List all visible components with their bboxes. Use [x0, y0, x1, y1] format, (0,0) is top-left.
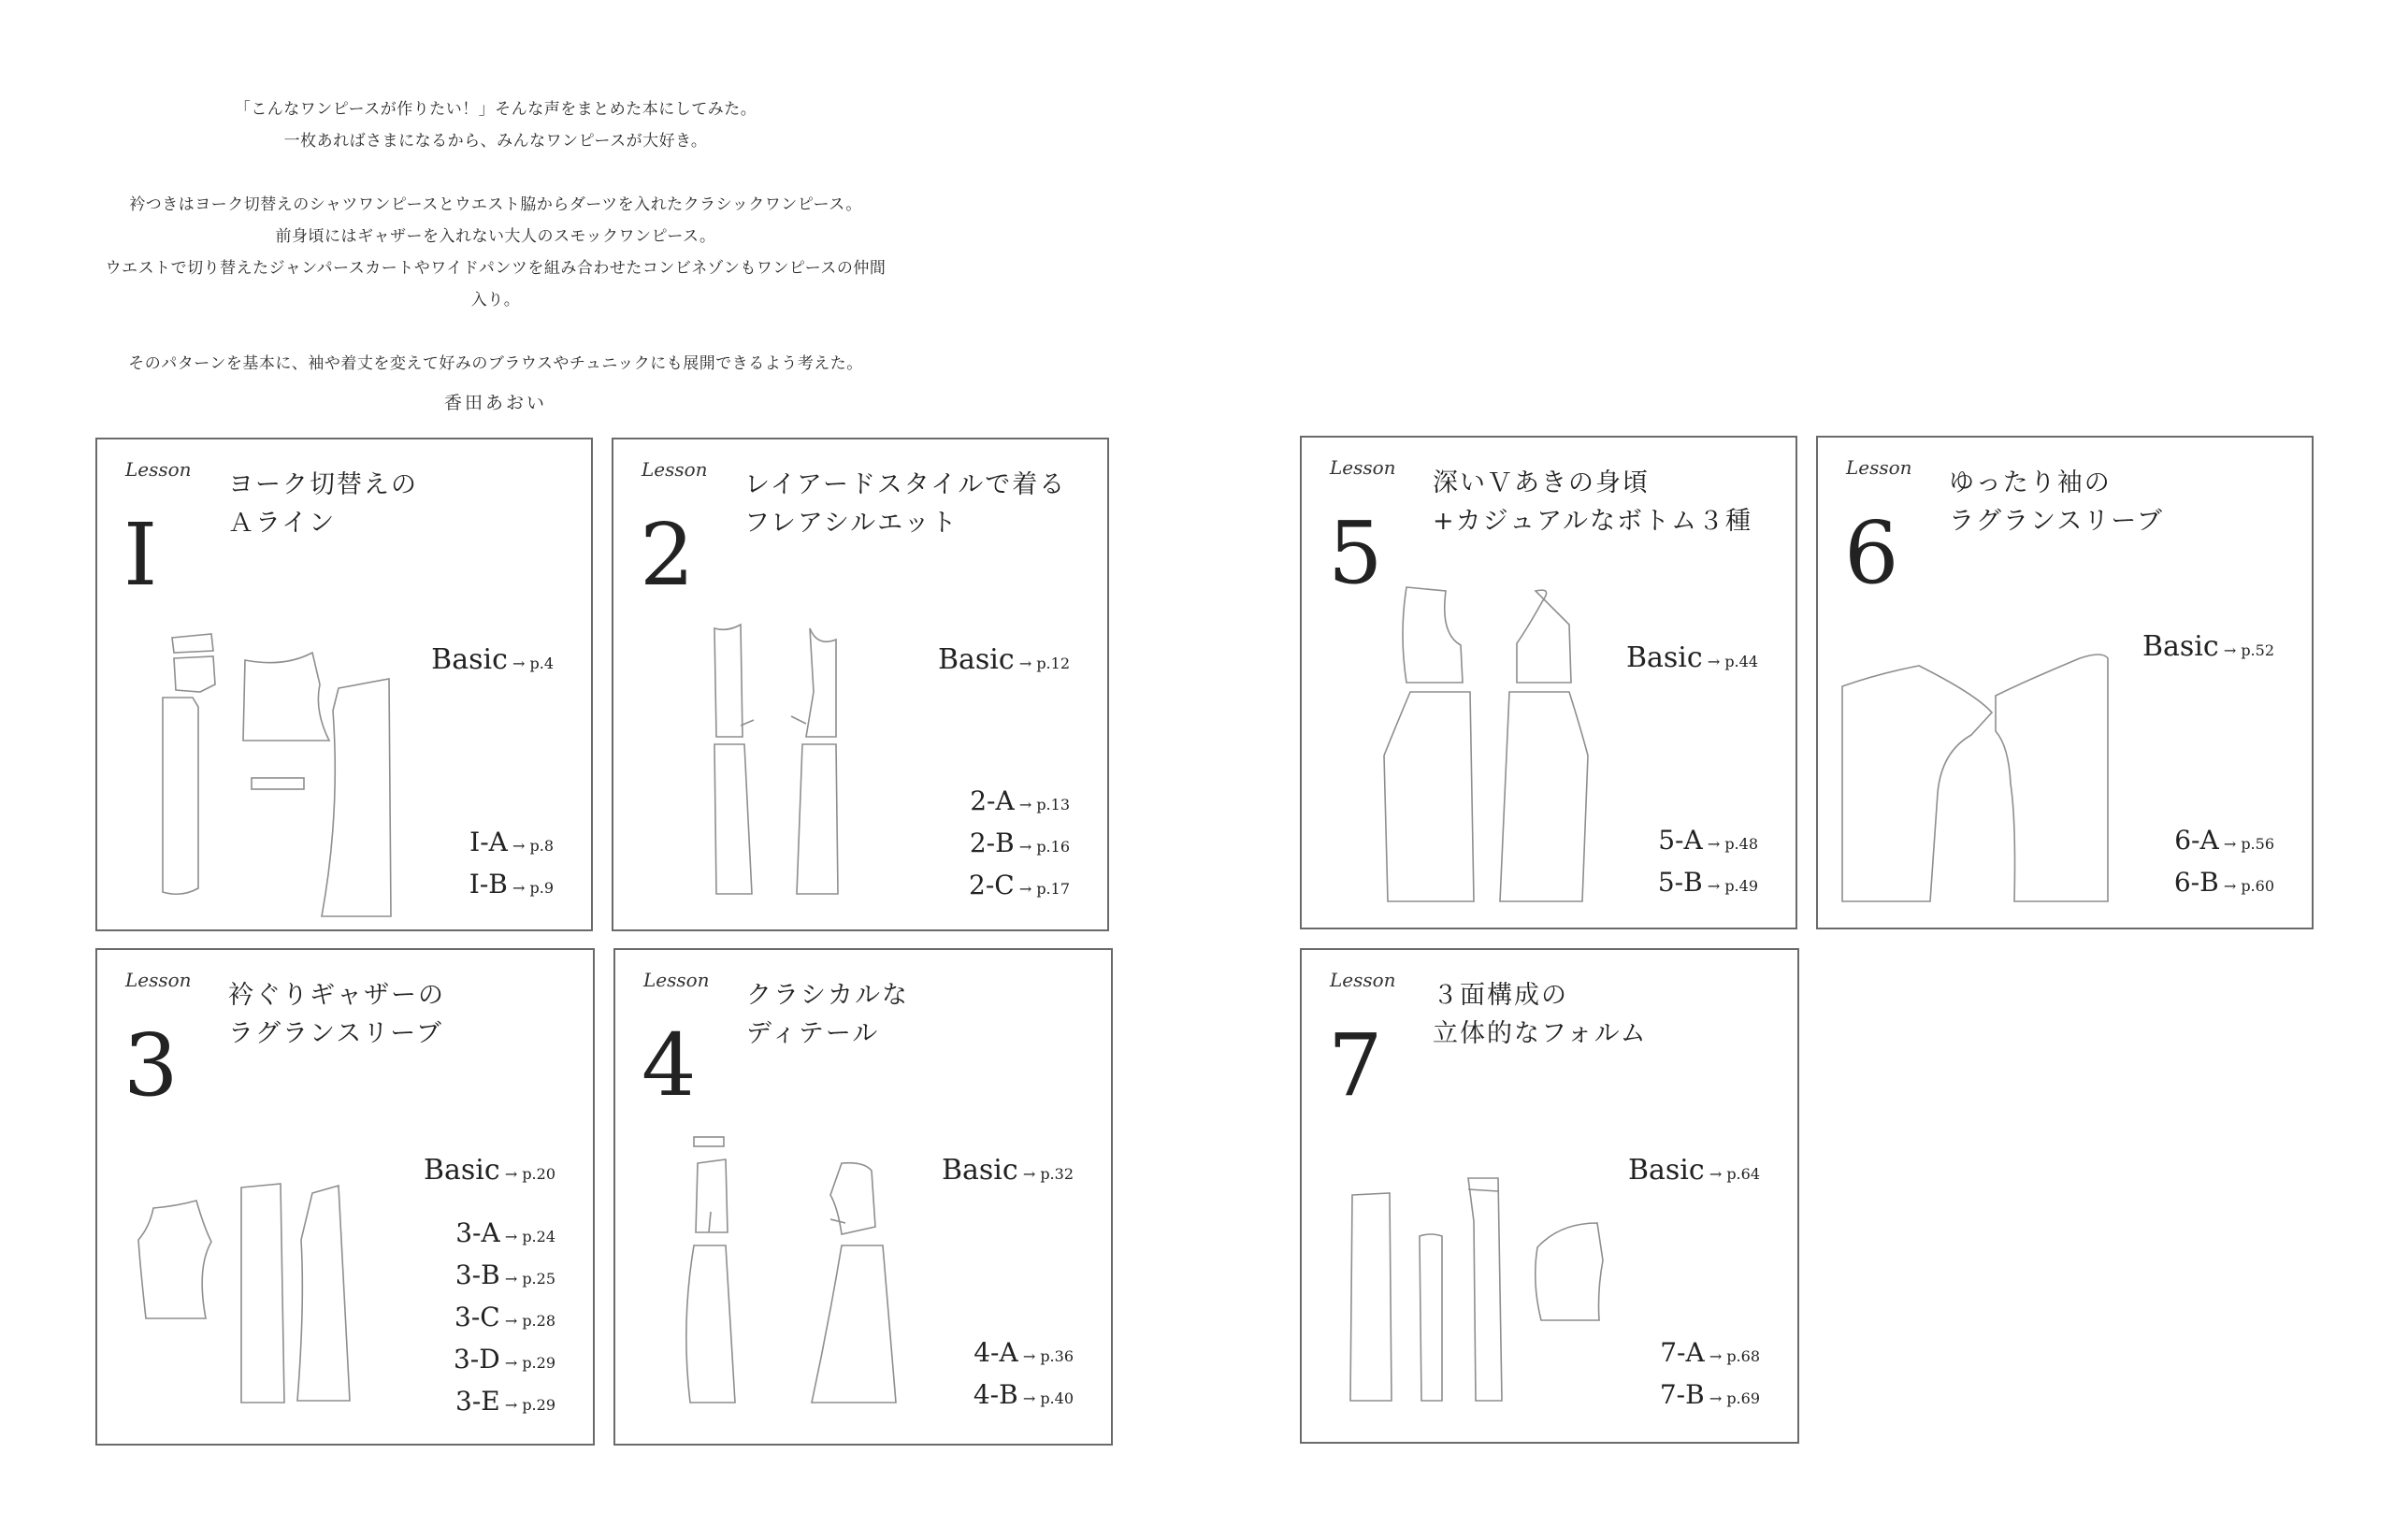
lesson-number: 7	[1328, 1015, 1383, 1115]
basic-page-ref[interactable]: Basic → p.64	[1627, 1154, 1760, 1187]
intro-line: ウエストで切り替えたジャンパースカートやワイドパンツを組み合わせたコンビネゾンもワンピースの仲間入り。	[105, 259, 887, 309]
lesson-title: 衿ぐりギャザーの ラグランスリーブ	[228, 981, 445, 1048]
variant-list	[969, 782, 1070, 908]
intro-line: 衿つきはヨーク切替えのシャツワンピースとウエスト脇からダーツを入れたクラシックワンピース。	[129, 195, 862, 214]
lesson-word: Lesson	[643, 969, 710, 991]
lesson-word: Lesson	[1846, 456, 1912, 479]
variant-ref[interactable]: 7-B → p.69	[1659, 1379, 1760, 1410]
lesson-number: 4	[642, 1015, 697, 1115]
lesson-title: ヨーク切替えの Ａライン	[228, 470, 418, 538]
basic-page-ref[interactable]: Basic → p.20	[423, 1154, 555, 1187]
lesson-card-1[interactable]	[95, 438, 593, 931]
author-name: 香田あおい	[443, 393, 547, 413]
variant-ref[interactable]: 6-A → p.56	[2174, 825, 2274, 856]
lesson-number: 2	[640, 505, 695, 605]
lesson-word: Lesson	[1330, 969, 1396, 991]
lesson-title: 深いＶあきの身頃 +カジュアルなボトム３種	[1433, 468, 1753, 536]
lesson-word: Lesson	[125, 969, 192, 991]
lesson-card-6[interactable]	[1816, 436, 2314, 929]
lesson-title: ３面構成の 立体的なフォルム	[1433, 981, 1648, 1048]
basic-page-ref[interactable]: Basic → p.4	[431, 643, 554, 676]
lesson-word: Lesson	[642, 458, 708, 481]
variant-ref[interactable]: 3-A → p.24	[455, 1217, 555, 1248]
intro-line: 前身頃にはギャザーを入れない大人のスモックワンピース。	[275, 227, 716, 246]
basic-page-ref[interactable]: Basic → p.44	[1625, 641, 1758, 674]
lesson-number: 6	[1844, 503, 1899, 603]
lesson-word: Lesson	[125, 458, 192, 481]
variant-ref[interactable]: 3-E → p.29	[455, 1386, 555, 1417]
lesson-card-3[interactable]	[95, 948, 595, 1446]
variant-ref[interactable]: 4-B → p.40	[973, 1379, 1074, 1410]
variant-list	[454, 1214, 555, 1424]
variant-ref[interactable]: 3-C → p.28	[454, 1302, 555, 1332]
intro-line: そのパターンを基本に、袖や着丈を変えて好みのブラウスやチュニックにも展開できるよう考えた。	[128, 354, 863, 373]
variant-ref[interactable]: 3-B → p.25	[454, 1259, 555, 1290]
lesson-number: 5	[1328, 503, 1383, 603]
variant-ref[interactable]: 2-A → p.13	[970, 785, 1070, 816]
variant-list	[1660, 1333, 1760, 1418]
lesson-card-5[interactable]	[1300, 436, 1797, 929]
basic-page-ref[interactable]: Basic → p.32	[941, 1154, 1074, 1187]
lesson-title: ゆったり袖の ラグランスリーブ	[1949, 468, 2164, 536]
lesson-card-2[interactable]	[612, 438, 1109, 931]
intro-text	[103, 94, 888, 419]
variant-ref[interactable]: I-B → p.9	[469, 869, 554, 900]
variant-ref[interactable]: I-A → p.8	[469, 827, 554, 857]
variant-list	[973, 1333, 1074, 1418]
variant-ref[interactable]: 5-B → p.49	[1657, 867, 1758, 898]
variant-list	[1658, 821, 1758, 905]
variant-ref[interactable]: 6-B → p.60	[2173, 867, 2274, 898]
variant-list	[2174, 821, 2274, 905]
lesson-word: Lesson	[1330, 456, 1396, 479]
variant-ref[interactable]: 3-D → p.29	[453, 1344, 555, 1374]
lesson-number: 3	[123, 1015, 179, 1115]
variant-list	[469, 823, 554, 907]
intro-line: 一枚あればさまになるから、みんなワンピースが大好き。	[283, 132, 708, 151]
intro-line: 「こんなワンピースが作りたい！」そんな声をまとめた本にしてみた。	[234, 100, 757, 119]
basic-page-ref[interactable]: Basic → p.12	[937, 643, 1070, 676]
basic-page-ref[interactable]: Basic → p.52	[2142, 630, 2274, 663]
lesson-title: クラシカルな ディテール	[746, 981, 909, 1048]
variant-ref[interactable]: 2-B → p.16	[969, 828, 1070, 858]
lesson-title: レイアードスタイルで着る フレアシルエット	[744, 470, 1067, 538]
lesson-number: I	[123, 505, 158, 605]
variant-ref[interactable]: 2-C → p.17	[969, 870, 1070, 900]
lesson-card-4[interactable]	[613, 948, 1113, 1446]
variant-ref[interactable]: 7-A → p.68	[1660, 1337, 1760, 1368]
variant-ref[interactable]: 5-A → p.48	[1658, 825, 1758, 856]
lesson-card-7[interactable]	[1300, 948, 1799, 1444]
variant-ref[interactable]: 4-A → p.36	[973, 1337, 1074, 1368]
